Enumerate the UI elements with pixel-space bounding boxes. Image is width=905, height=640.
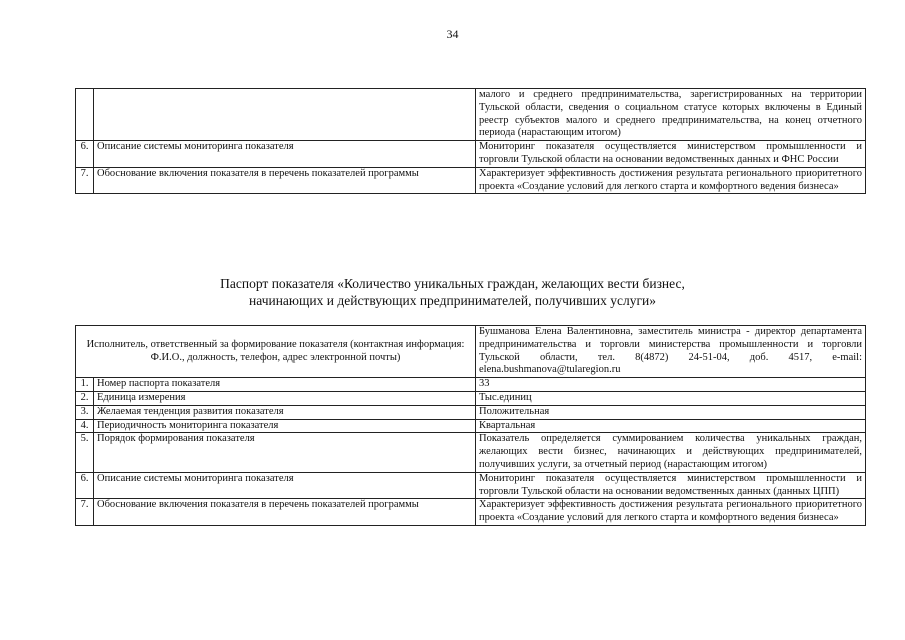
table-row [76, 472, 866, 499]
executor-label: Исполнитель, ответственный за формирование показателя (контактная информация: Ф.И.О., должность, телефон, адрес электронной почты) [76, 326, 476, 378]
table-row [76, 378, 866, 392]
row-value: малого и среднего предпринимательства, зарегистрированных на территории Тульской области, сведения о социальном статусе которых включены в Единый реестр субъектов малого и среднего предпринимательства, на конец отчетного периода (нарастающим итогом) [476, 89, 866, 141]
row-label [94, 89, 476, 141]
row-number: 2. [76, 391, 94, 405]
row-value: Квартальная [476, 419, 866, 433]
indicator-table-continued [75, 88, 866, 194]
table-row [76, 141, 866, 168]
table-row [76, 419, 866, 433]
row-number: 6. [76, 472, 94, 499]
row-label: Периодичность мониторинга показателя [94, 419, 476, 433]
row-label: Описание системы мониторинга показателя [94, 472, 476, 499]
row-number: 6. [76, 141, 94, 168]
table-row [76, 405, 866, 419]
row-number: 1. [76, 378, 94, 392]
row-value: Тыс.единиц [476, 391, 866, 405]
table-row [76, 391, 866, 405]
page-number: 34 [446, 27, 459, 41]
row-label: Единица измерения [94, 391, 476, 405]
table-row [76, 499, 866, 526]
row-value: Показатель определяется суммированием количества уникальных граждан, желающих вести бизнес, начинающих и действующих предпринимателей, получивших услуги, за отчетный период (нарастающим итогом) [476, 433, 866, 472]
row-value: Мониторинг показателя осуществляется министерством промышленности и торговли Тульской области на основании ведомственных данных и ФНС России [476, 141, 866, 168]
row-label: Обоснование включения показателя в перечень показателей программы [94, 167, 476, 194]
passport-title [0, 275, 905, 309]
row-number: 3. [76, 405, 94, 419]
passport-title-line: Паспорт показателя «Количество уникальных граждан, желающих вести бизнес, [220, 276, 685, 291]
passport-title-line: начинающих и действующих предпринимателей, получивших услуги» [249, 293, 656, 308]
table-row [76, 433, 866, 472]
row-value: Характеризует эффективность достижения результата регионального приоритетного проекта «Создание условий для легкого старта и комфортного ведения бизнеса» [476, 499, 866, 526]
table-row [76, 89, 866, 141]
row-label: Порядок формирования показателя [94, 433, 476, 472]
table-row [76, 167, 866, 194]
row-number [76, 89, 94, 141]
row-value: 33 [476, 378, 866, 392]
row-value: Мониторинг показателя осуществляется министерством промышленности и торговли Тульской области на основании ведомственных данных (данных ЦПП) [476, 472, 866, 499]
row-number: 5. [76, 433, 94, 472]
row-number: 7. [76, 167, 94, 194]
row-label: Описание системы мониторинга показателя [94, 141, 476, 168]
row-value: Положительная [476, 405, 866, 419]
executor-row [76, 326, 866, 378]
row-label: Номер паспорта показателя [94, 378, 476, 392]
indicator-passport-table [75, 325, 866, 526]
row-value: Характеризует эффективность достижения результата регионального приоритетного проекта «Создание условий для легкого старта и комфортного ведения бизнеса» [476, 167, 866, 194]
row-number: 7. [76, 499, 94, 526]
row-number: 4. [76, 419, 94, 433]
executor-value: Бушманова Елена Валентиновна, заместитель министра - директор департамента предпринимательства и торговли министерства промышленности и торговли Тульской области, тел. 8(4872) 24-51-04, доб. 4517, e-mail: elena.bushmanova@tularegion.ru [476, 326, 866, 378]
row-label: Желаемая тенденция развития показателя [94, 405, 476, 419]
row-label: Обоснование включения показателя в перечень показателей программы [94, 499, 476, 526]
